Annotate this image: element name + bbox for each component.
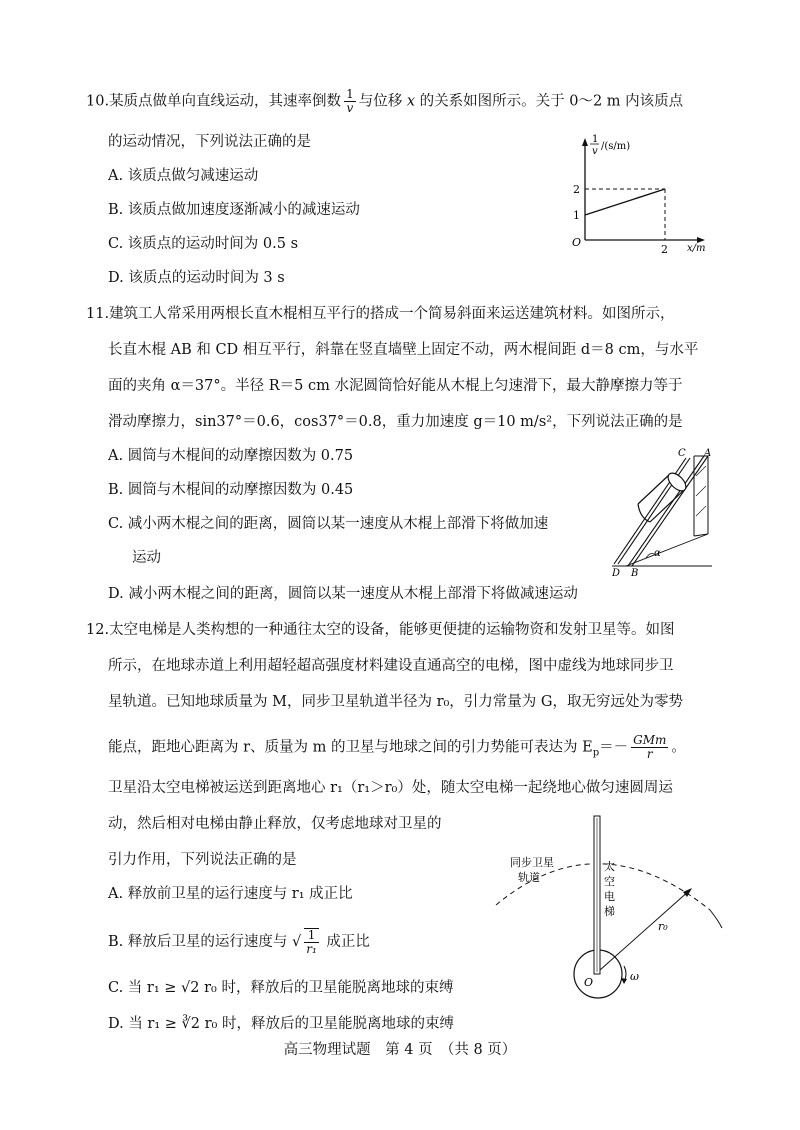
q12-r0-label: r₀: [658, 920, 668, 933]
q12-elevator-char-1: 太: [604, 860, 615, 873]
q12-orbit-label-1: 同步卫星: [510, 856, 554, 869]
q12-elevator-char-3: 电: [604, 890, 615, 903]
q11-figure: [612, 446, 722, 576]
q10-option-d: D. 该质点的运动时间为 3 s: [108, 270, 285, 286]
q11-stem-line4: 滑动摩擦力，sin37°＝0.6，cos37°＝0.8，重力加速度 g＝10 m/s²，下列说法正确的是: [108, 414, 683, 430]
q12-option-d: D. 当 r₁ ≥ ∛2 r₀ 时，释放后的卫星能脱离地球的束缚: [108, 1016, 454, 1032]
q10-inline-fraction: $\frac{1}{v}$: [346, 87, 354, 115]
q11-label-alpha: α: [654, 548, 661, 559]
q12-stem-line1: 12.太空电梯是人类构想的一种通往太空的设备，能够更便捷的运输物资和发射卫星等。如图: [86, 622, 675, 638]
q12-stem-line2: 所示，在地球赤道上利用超轻超高强度材料建设直通高空的电梯，图中虚线为地球同步卫: [108, 658, 674, 674]
q12-elevator-char-4: 梯: [604, 905, 615, 918]
q11-stem-line1: 11.建筑工人常采用两根长直木棍相互平行的搭成一个简易斜面来运送建筑材料。如图所示，: [86, 306, 675, 322]
q10-x-tick-2: 2: [661, 243, 668, 253]
q10-stem-line2: 的运动情况，下列说法正确的是: [108, 134, 311, 150]
q12-potential-fraction: $\frac{\text{GMm}}{r}$: [633, 733, 667, 761]
q12-origin: O: [584, 976, 594, 989]
q12-stem-line6: 动，然后相对电梯由静止释放，仅考虑地球对卫星的: [108, 816, 442, 832]
q11-option-c: C. 减小两木棍之间的距离，圆筒以某一速度从木棍上部滑下将做加速: [108, 516, 549, 532]
q11-label-d: D: [612, 568, 621, 576]
q10-y-tick-1: 1: [573, 209, 580, 222]
q10-y-tick-2: 2: [573, 183, 580, 196]
q11-label-c: C: [678, 448, 686, 459]
q11-option-c-cont: 运动: [132, 550, 161, 566]
q12-stem-line3: 星轨道。已知地球质量为 M，同步卫星轨道半径为 r₀，引力常量为 G，取无穷远处为零势: [108, 694, 683, 710]
q11-label-b: B: [631, 568, 639, 576]
q11-number: 11.: [86, 306, 110, 322]
q12-orbit-label-2: 轨道: [518, 871, 540, 884]
q11-option-d: D. 减小两木棍之间的距离，圆筒以某一速度从木棍上部滑下将做减速运动: [108, 586, 578, 602]
q12-elevator-char-2: 空: [604, 875, 615, 888]
q10-graph: [565, 128, 715, 253]
q10-y-label-unit: /(s/m): [601, 141, 631, 152]
q12-omega: ω: [630, 970, 639, 983]
q12-option-b: B. 释放后卫星的运行速度与 √ $\frac{1}{\text{r₁}}$ 成正比: [108, 928, 370, 956]
q10-y-label-den: v: [592, 146, 598, 157]
q12-option-a: A. 释放前卫星的运行速度与 r₁ 成正比: [108, 886, 353, 902]
q11-stem-line3: 面的夹角 α＝37°。半径 R＝5 cm 水泥圆筒恰好能从木棍上匀速滑下，最大静摩擦力等于: [108, 378, 683, 394]
q11-option-b: B. 圆筒与木棍间的动摩擦因数为 0.45: [108, 482, 354, 498]
q11-label-a: A: [704, 448, 712, 459]
page-footer: 高三物理试题 第 4 页 （共 8 页）: [283, 1042, 517, 1058]
q12-number: 12.: [86, 622, 110, 638]
q10-origin: O: [572, 236, 582, 249]
q11-option-a: A. 圆筒与木棍间的动摩擦因数为 0.75: [108, 448, 354, 464]
q10-stem-line1: 10.某质点做单向直线运动，其速率倒数 $\frac{1}{v}$ 与位移 x 的关系如图所示。关于 0～2 m 内该质点: [86, 87, 684, 115]
q10-x-label: x/m: [687, 243, 706, 253]
q10-y-arrow: [582, 138, 588, 146]
q12-stem-line5: 卫星沿太空电梯被运送到距离地心 r₁（r₁＞r₀）处，随太空电梯一起绕地心做匀速圆周运: [108, 780, 673, 796]
q11-stem-line2: 长直木棍 AB 和 CD 相互平行，斜靠在竖直墙壁上固定不动，两木棍间距 d＝8 cm，与水平: [108, 342, 699, 358]
q10-number: 10.: [86, 93, 110, 110]
q10-option-c: C. 该质点的运动时间为 0.5 s: [108, 236, 299, 252]
q10-data-line: [585, 189, 665, 215]
q10-y-label-num: 1: [592, 134, 599, 145]
q10-option-b: B. 该质点做加速度逐渐减小的减速运动: [108, 202, 360, 218]
q12-figure: [478, 810, 738, 1015]
q10-option-a: A. 该质点做匀减速运动: [108, 168, 259, 184]
q12-stem-line4: 能点，距地心距离为 r、质量为 m 的卫星与地球之间的引力势能可表达为 $E_p=-$ $\frac{\text{GMm}}{r}$ 。: [108, 733, 686, 761]
q12-option-c: C. 当 r₁ ≥ √2 r₀ 时，释放后的卫星能脱离地球的束缚: [108, 980, 454, 996]
q12-stem-line7: 引力作用，下列说法正确的是: [108, 852, 297, 868]
